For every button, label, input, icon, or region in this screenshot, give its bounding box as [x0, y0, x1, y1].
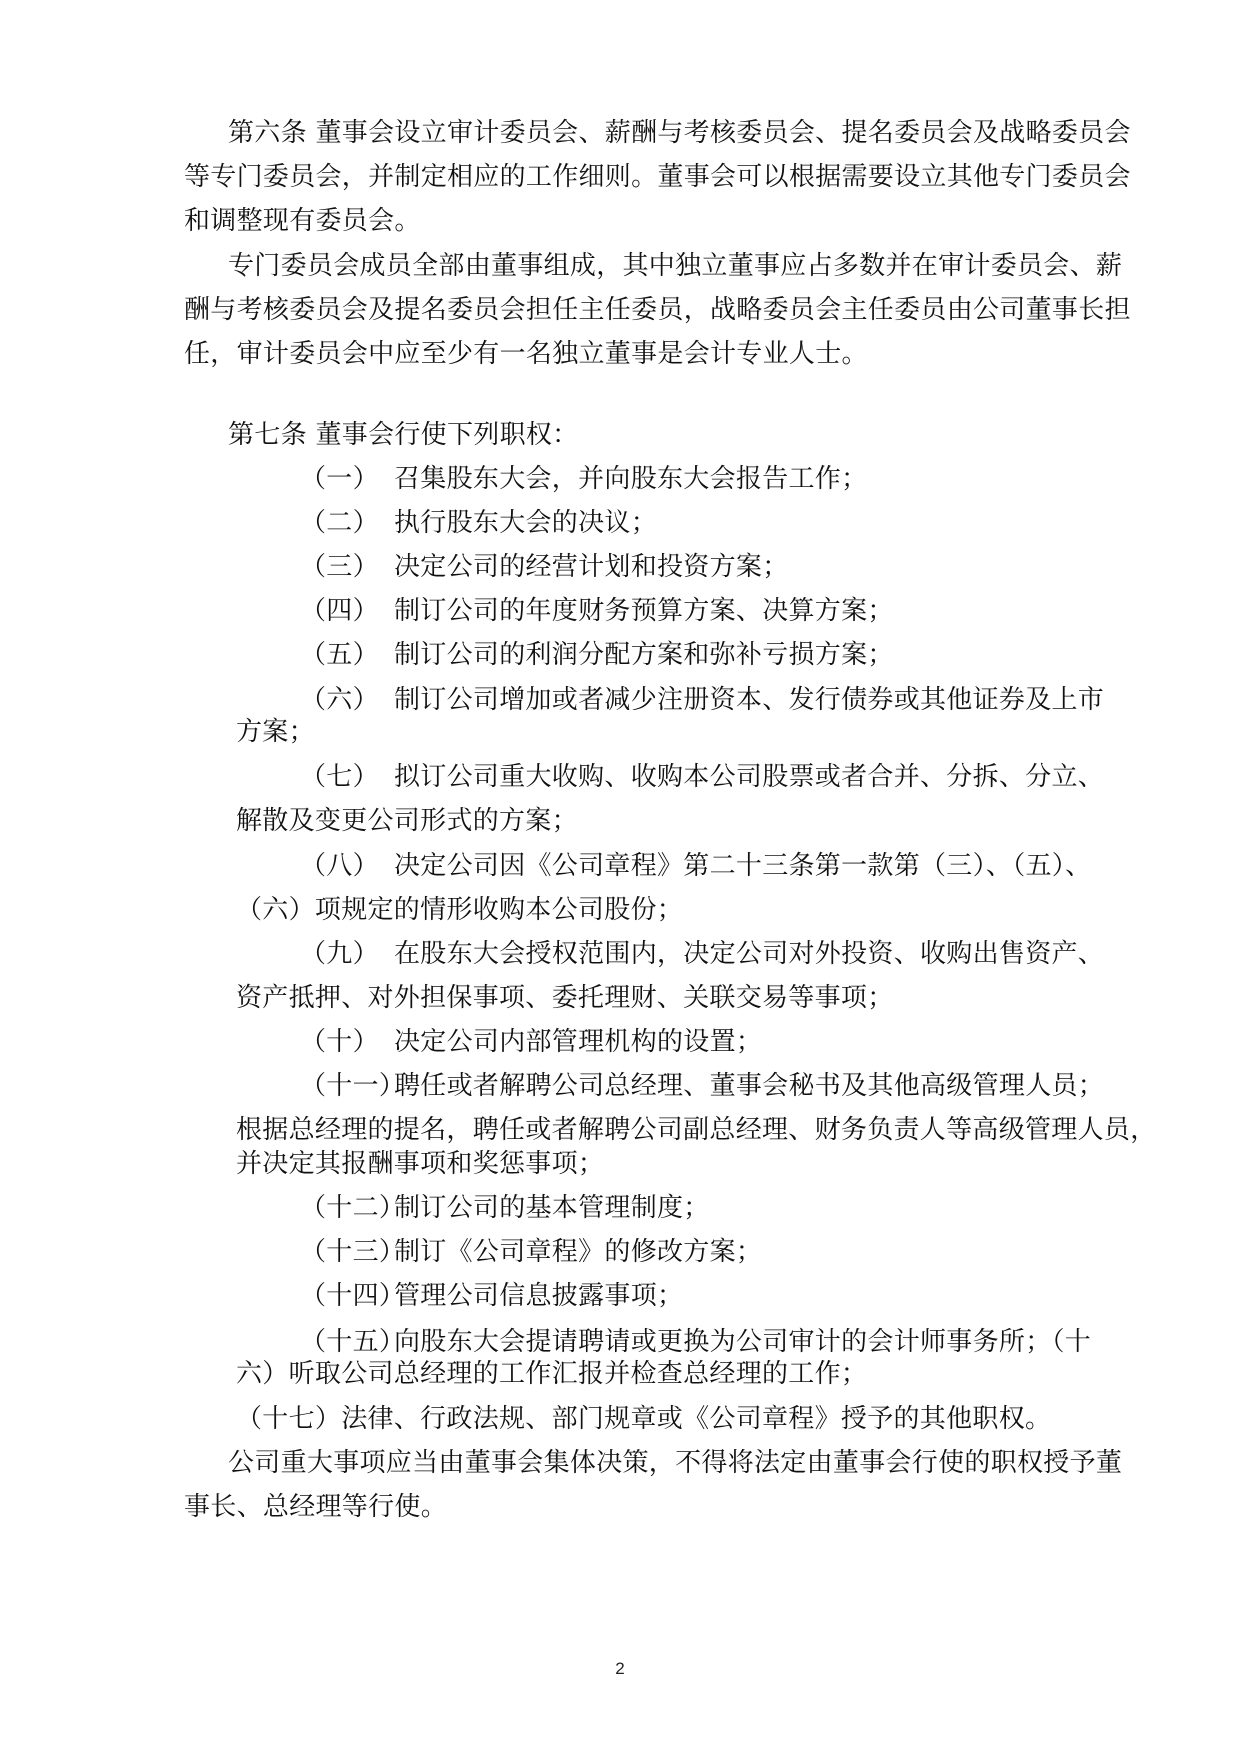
- item-text: 制订公司的利润分配方案和弥补亏损方案；: [394, 640, 894, 670]
- item-text: 六）听取公司总经理的工作汇报并检查总经理的工作；: [236, 1359, 868, 1389]
- article7-heading: 第七条 董事会行使下列职权：: [228, 420, 579, 450]
- item-number: （七）: [300, 762, 379, 792]
- page-number: 2: [615, 1659, 625, 1678]
- item-text: 资产抵押、对外担保事项、委托理财、关联交易等事项；: [236, 983, 894, 1013]
- item-number: （四）: [300, 596, 379, 626]
- item-text: 制订公司增加或者减少注册资本、发行债券或其他证券及上市: [394, 685, 1105, 715]
- item-text: 拟订公司重大收购、收购本公司股票或者合并、分拆、分立、: [394, 762, 1105, 792]
- item-17: （十七）法律、行政法规、部门规章或《公司章程》授予的其他职权。: [236, 1404, 1052, 1434]
- article6-line: 专门委员会成员全部由董事组成，其中独立董事应占多数并在审计委员会、薪: [228, 251, 1123, 281]
- item-number: （三）: [300, 552, 379, 582]
- item-number: （十三）: [300, 1237, 406, 1267]
- item-number: （一）: [300, 464, 379, 494]
- article6-line: 等专门委员会，并制定相应的工作细则。董事会可以根据需要设立其他专门委员会: [184, 162, 1131, 192]
- item-text: 召集股东大会，并向股东大会报告工作；: [394, 464, 868, 494]
- closing-line: 公司重大事项应当由董事会集体决策，不得将法定由董事会行使的职权授予董: [228, 1448, 1123, 1478]
- item-number: （十）: [300, 1027, 379, 1057]
- item-text: 决定公司内部管理机构的设置；: [394, 1027, 763, 1057]
- item-number: （九）: [300, 939, 379, 969]
- item-text: 执行股东大会的决议；: [394, 508, 658, 538]
- item-text: 制订公司的基本管理制度；: [394, 1193, 710, 1223]
- item-text: 解散及变更公司形式的方案；: [236, 806, 578, 836]
- article6-line: 第六条 董事会设立审计委员会、薪酬与考核委员会、提名委员会及战略委员会: [228, 118, 1131, 148]
- item-number: （十五）: [300, 1327, 406, 1357]
- item-number: （十二）: [300, 1193, 406, 1223]
- item-text: 管理公司信息披露事项；: [394, 1281, 684, 1311]
- item-text: 向股东大会提请聘请或更换为公司审计的会计师事务所；（十: [394, 1327, 1092, 1357]
- item-text: 制订《公司章程》的修改方案；: [394, 1237, 763, 1267]
- item-number: （二）: [300, 508, 379, 538]
- item-number: （八）: [300, 851, 379, 881]
- item-text: 制订公司的年度财务预算方案、决算方案；: [394, 596, 894, 626]
- item-number: （十一）: [300, 1071, 406, 1101]
- item-text: 并决定其报酬事项和奖惩事项；: [236, 1149, 605, 1179]
- article6-line: 酬与考核委员会及提名委员会担任主任委员，战略委员会主任委员由公司董事长担: [184, 295, 1131, 325]
- item-text: 决定公司因《公司章程》第二十三条第一款第（三）、（五）、: [394, 851, 1092, 881]
- item-text: （六）项规定的情形收购本公司股份；: [236, 895, 684, 925]
- item-text: 聘任或者解聘公司总经理、董事会秘书及其他高级管理人员；: [394, 1071, 1105, 1101]
- item-number: （五）: [300, 640, 379, 670]
- article6-line: 和调整现有委员会。: [184, 206, 421, 236]
- closing-line: 事长、总经理等行使。: [184, 1492, 448, 1522]
- item-text: 方案；: [236, 717, 315, 747]
- article6-line: 任，审计委员会中应至少有一名独立董事是会计专业人士。: [184, 339, 868, 369]
- item-text: 根据总经理的提名，聘任或者解聘公司副总经理、财务负责人等高级管理人员，: [236, 1115, 1157, 1145]
- item-text: 决定公司的经营计划和投资方案；: [394, 552, 789, 582]
- item-number: （十四）: [300, 1281, 406, 1311]
- item-number: （六）: [300, 685, 379, 715]
- item-text: 在股东大会授权范围内，决定公司对外投资、收购出售资产、: [394, 939, 1105, 969]
